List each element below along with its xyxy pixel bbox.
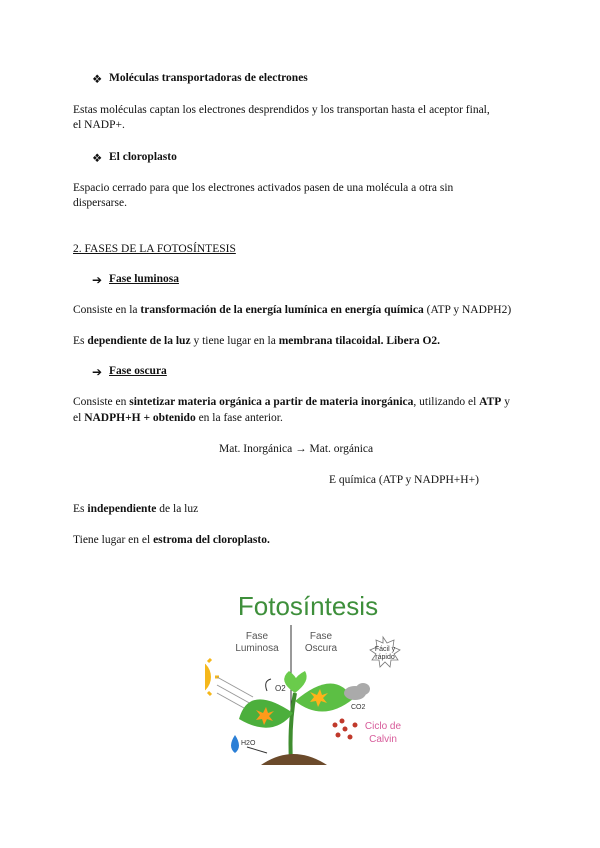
left-label-1: Fase (245, 631, 269, 642)
diamond-bullet-icon: ❖ (92, 74, 103, 86)
o2-label: O2 (275, 684, 286, 693)
equation-energy: E química (ATP y NADPH+H+) (329, 474, 479, 486)
right-label-2: Oscura (304, 643, 338, 654)
badge-text-2: rápido (375, 654, 395, 661)
photosynthesis-svg (205, 585, 411, 765)
phase-title-dark: Fase oscura (109, 365, 167, 377)
section-heading-phases: 2. FASES DE LA FOTOSÍNTESIS (73, 243, 236, 255)
text-run-bold: dependiente de la luz (87, 335, 191, 347)
paragraph-line: Estas moléculas captan los electrones desprendidos y los transportan hasta el aceptor final, (73, 104, 490, 116)
calvin-label-1: Ciclo de (364, 721, 402, 732)
text-run: de la luz (156, 503, 199, 515)
text-run-bold: membrana tilacoidal. Libera O2. (278, 335, 441, 347)
paragraph-stroma (73, 534, 270, 546)
badge-text-1: Fácil y (374, 646, 396, 653)
text-run-bold: ATP (479, 396, 502, 408)
equation-line: Mat. Inorgánica → Mat. orgánica (219, 443, 374, 455)
paragraph-light-dependence (73, 335, 440, 347)
o2-arrow-icon (266, 679, 271, 691)
paragraph-dark-phase (73, 396, 510, 408)
soil-mound (261, 754, 327, 765)
text-run: Es (73, 503, 88, 515)
paragraph-dark-phase-line2 (73, 412, 283, 424)
h2o-label: H2O (241, 740, 256, 747)
text-run-bold: sintetizar materia orgánica a partir de materia inorgánica (129, 396, 414, 408)
water-drop-icon (231, 735, 239, 753)
arrow-bullet-icon: ➔ (92, 273, 103, 287)
text-run: (ATP y NADPH2) (423, 304, 512, 316)
text-run: Consiste en la (73, 304, 141, 316)
badge-icon (370, 637, 400, 667)
text-run: y tiene lugar en la (190, 335, 279, 347)
co2-label: CO2 (351, 704, 366, 711)
text-run: el (73, 412, 85, 424)
paragraph-line: dispersarse. (73, 197, 127, 209)
text-run-bold: NADPH+H + obtenido (84, 412, 196, 424)
section-title-chloroplast: El cloroplasto (109, 151, 177, 163)
co2-cloud-icon (344, 683, 370, 711)
photosynthesis-illustration (205, 585, 411, 765)
section-title-electron-transport: Moléculas transportadoras de electrones (109, 72, 308, 84)
text-run-bold: estroma del cloroplasto. (153, 534, 270, 546)
text-run: en la fase anterior. (195, 412, 283, 424)
figure-title: Fotosíntesis (237, 591, 379, 621)
text-run: , utilizando el (413, 396, 480, 408)
water-arrow-icon (247, 747, 267, 753)
plant-icon (239, 671, 353, 763)
text-run: Tiene lugar en el (73, 534, 154, 546)
molecule-dots-icon (333, 719, 358, 740)
diamond-bullet-icon: ❖ (92, 153, 103, 165)
left-label-2: Luminosa (235, 643, 279, 654)
paragraph-light-phase (73, 304, 511, 316)
paragraph-independent (73, 503, 198, 515)
text-run-bold: transformación de la energía lumínica en energía química (140, 304, 424, 316)
paragraph-line: el NADP+. (73, 119, 125, 131)
right-label-1: Fase (309, 631, 333, 642)
calvin-label-2: Calvin (369, 734, 397, 745)
text-run: Es (73, 335, 88, 347)
text-run: Consiste en (73, 396, 130, 408)
text-run-bold: independiente (87, 503, 157, 515)
arrow-bullet-icon: ➔ (92, 365, 103, 379)
sun-icon (205, 651, 219, 703)
phase-title-light: Fase luminosa (109, 273, 179, 285)
paragraph-line: Espacio cerrado para que los electrones activados pasen de una molécula a otra sin (73, 182, 454, 194)
text-run: y (501, 396, 510, 408)
